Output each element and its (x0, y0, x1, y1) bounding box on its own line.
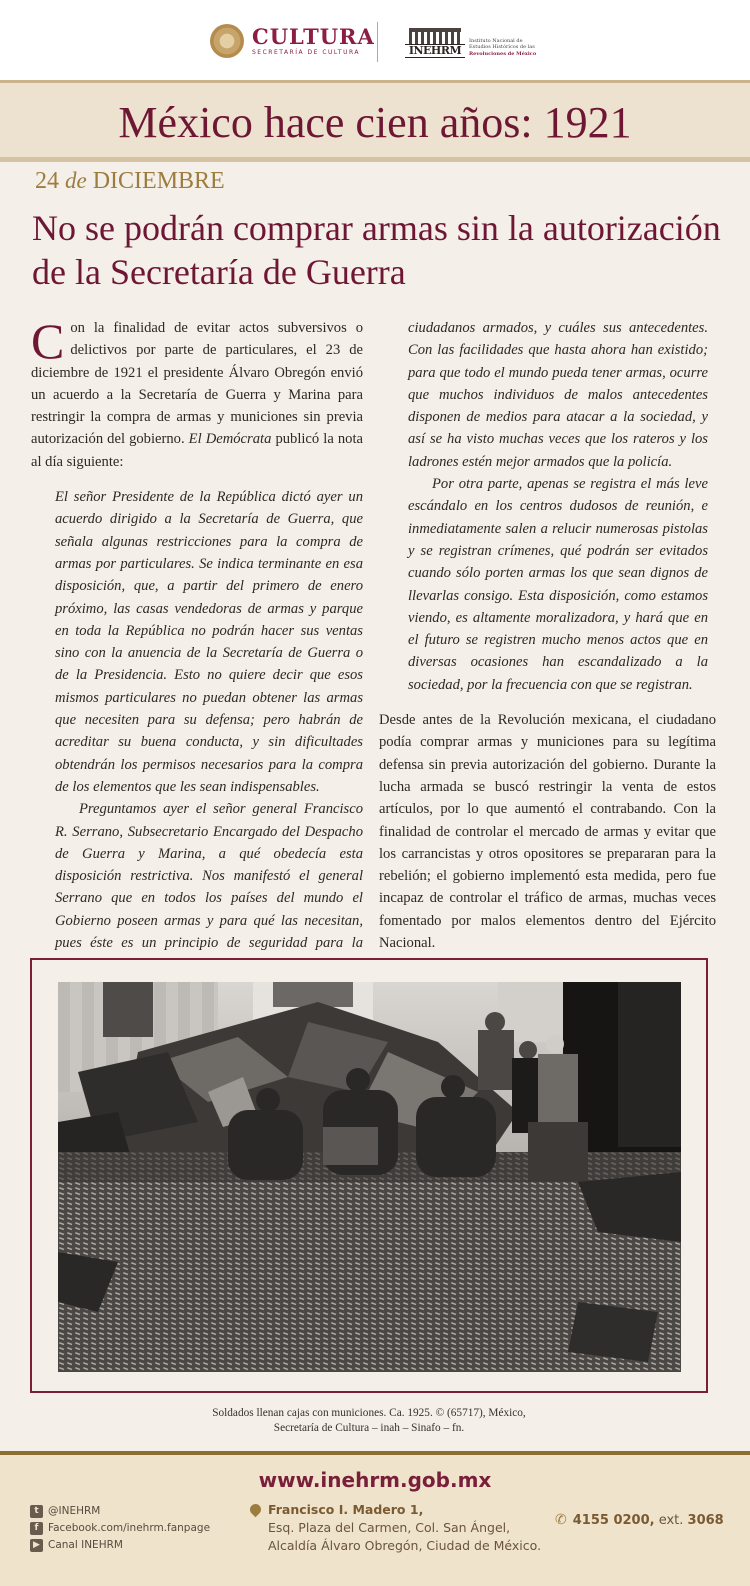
inehrm-line-3: Revoluciones de México (469, 50, 537, 57)
youtube-icon: ▶ (30, 1539, 43, 1552)
cultura-logo-text: CULTURA (252, 24, 375, 49)
intro-text-2: publicó la nota al día siguiente: (31, 431, 363, 470)
logo-divider (377, 22, 378, 62)
quote-paragraph-3: ciudadanos armados, y cuáles sus antecedentes. Con las facilidades que hasta ahora han existido; para que todo el mundo pueda tener armas, ocurre que muchos individuos de malos antecedentes disponen de medios para atacar a la sociedad, y así se ha visto muchas veces que los rateros y los ladrones estén mejor armados que la policía. (408, 320, 708, 470)
website-link[interactable]: www.inehrm.gob.mx (258, 1468, 492, 1492)
dropcap: C (31, 313, 65, 369)
phone-ext: 3068 (687, 1512, 724, 1528)
mexico-seal-icon (210, 24, 244, 58)
youtube-link[interactable] (30, 1537, 210, 1554)
cultura-logo[interactable] (210, 22, 375, 60)
footer (0, 1451, 750, 1586)
facebook-url: Facebook.com/inehrm.fanpage (48, 1522, 211, 1534)
inehrm-building-icon (405, 28, 465, 58)
date-de: de (65, 168, 87, 193)
quote-paragraph-4: Por otra parte, apenas se registra el más leve escándalo en los centros dudosos de reunión, e inmediatamente salen a relucir numerosas pistolas y se registran crímenes, qué podrán ser evitados cuando sólo porten armas los que sean dignos de llevarlas consigo. Esta disposición, como estamos viendo, es altamente moralizadora, y hará que en el futuro se registren mucho menos actos que en diversas ocasiones han escandalizado a la sociedad, por la frecuencia con que se registran. (408, 476, 708, 693)
phone-icon: ✆ (555, 1512, 567, 1528)
social-links (30, 1503, 210, 1554)
intro-source: El Demócrata (188, 431, 272, 448)
article-column-left (31, 313, 363, 1021)
twitter-link[interactable] (30, 1503, 210, 1520)
article-date (35, 168, 225, 195)
inehrm-line-1: Instituto Nacional de (469, 37, 523, 44)
phone-number: 4155 0200, (572, 1512, 655, 1528)
facebook-link[interactable] (30, 1520, 210, 1537)
address-line-2: Esq. Plaza del Carmen, Col. San Ángel, (268, 1520, 511, 1535)
inehrm-logo[interactable] (405, 26, 536, 58)
series-banner (0, 80, 750, 162)
facebook-icon: f (30, 1522, 43, 1535)
article-column-right (379, 317, 716, 954)
quote-paragraph-1: El señor Presidente de la República dictó ayer un acuerdo dirigido a la Secretaría de Guerra, que señala algunas restricciones para la compra de armas por particulares. Se indica terminante en esa disposición, que, a partir del primero de enero próximo, las casas vendedoras de armas y parque en toda la República no podrán hacer sus ventas sino con la anuencia de la Secretaría de Guerra o de la Presidencia. Esto no quiere decir que esos mismos particulares no puedan obtener las armas que necesiten para su defensa; pero habrán de acreditar su buena conducta, y sin dificultades obtendrán los permisos necesarios para la compra de los elementos que les sean indispensables. (55, 489, 363, 795)
photo-caption (150, 1406, 588, 1436)
soldiers-ammunition-photo (58, 982, 681, 1372)
cultura-logo-subtitle: SECRETARÍA DE CULTURA (252, 49, 361, 56)
phone-ext-label: ext. (658, 1512, 684, 1528)
location-pin-icon (248, 1502, 264, 1518)
address-block (250, 1501, 541, 1555)
twitter-icon: t (30, 1505, 43, 1518)
inehrm-line-2: Estudios Históricos de las (469, 44, 535, 50)
quote-paragraph-2: Preguntamos ayer el señor general Francisco R. Serrano, Subsecretario Encargado del Despacho de Guerra y Marina, a qué obedecía esta disposición restrictiva. Nos manifestó el general Serrano que en todos los países del mundo el Gobierno poseen armas y para qué las necesitan, pues éste es un principio de seguridad para la (55, 801, 363, 952)
closing-paragraph: Desde antes de la Revolución mexicana, el ciudadano podía comprar armas y municiones para su legítima defensa sin previa autorización del gobierno. Durante la lucha armada se buscó restringir la venta de estos artículos, por lo que aumentó el contrabando. Con la finalidad de controlar el mercado de armas y evitar que los carrancistas y otros opositores se prepararan para la rebelión; el gobierno implementó esta medida, pero fue incapaz de controlar el tráfico de armas, muchas veces fomentado por malos elementos dentro del Ejército Nacional. (379, 712, 716, 952)
intro-paragraph (31, 313, 363, 473)
caption-line-2: Secretaría de Cultura – inah – Sinafo – fn. (273, 1422, 465, 1434)
article-title: No se podrán comprar armas sin la autorización de la Secretaría de Guerra (32, 208, 721, 292)
inehrm-logo-text: INEHRM (405, 44, 465, 58)
date-day: 24 (35, 168, 59, 194)
caption-line-1: Soldados llenan cajas con municiones. Ca. 1925. © (65717), México, (212, 1407, 526, 1419)
twitter-handle: @INEHRM (48, 1505, 101, 1517)
intro-text: on la finalidad de evitar actos subversivos o delictivos por parte de particulares, el 23 de diciembre de 1921 el presidente Álvaro Obregón envió un acuerdo a la Secretaría de Guerra y Marina para restringir la compra de armas y municiones sin previa autorización del gobierno. (31, 320, 363, 448)
series-title: México hace cien años: 1921 (118, 98, 632, 147)
phone-block (555, 1512, 724, 1528)
historical-photo (58, 982, 681, 1372)
address-line-1: Francisco I. Madero 1, (268, 1502, 424, 1517)
top-header (0, 0, 750, 80)
date-month: DICIEMBRE (92, 168, 225, 194)
address-line-3: Alcaldía Álvaro Obregón, Ciudad de México. (268, 1538, 542, 1553)
youtube-channel: Canal INEHRM (48, 1539, 123, 1551)
photo-frame (30, 958, 708, 1393)
